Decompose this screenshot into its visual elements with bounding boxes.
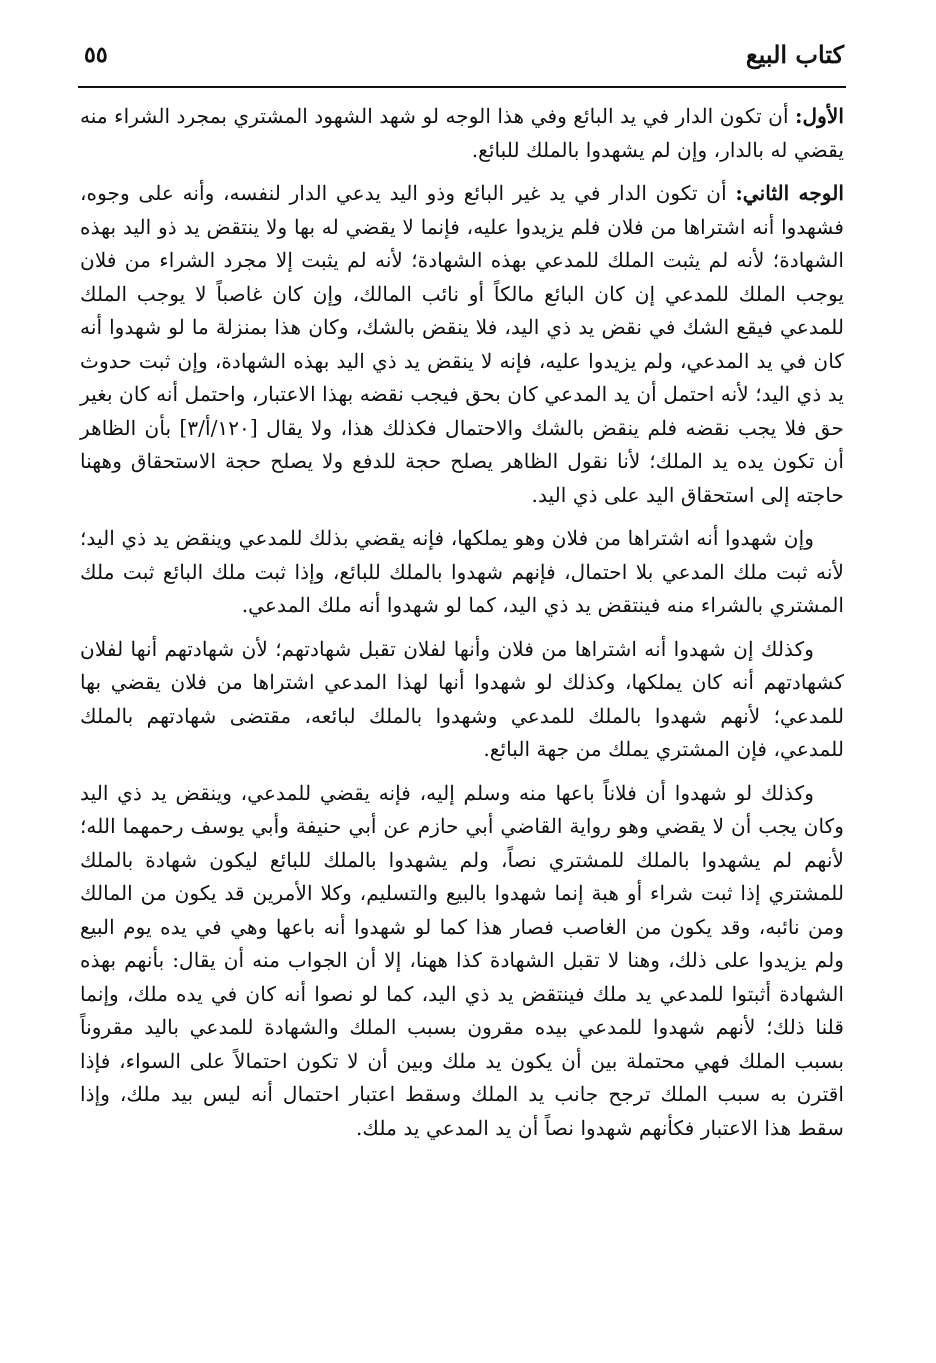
running-title: كتاب البيع — [745, 40, 844, 69]
paragraph-lead: الوجه الثاني: — [735, 181, 844, 205]
page-body — [80, 100, 844, 1155]
paragraph-text: وكذلك لو شهدوا أن فلاناً باعها منه وسلم إليه، فإنه يقضي للمدعي، وينقض يد ذي اليد وكان يجب أن لا يقضي وهو رواية القاضي أبي حازم عن أبي حنيفة وأبي يوسف رحمهما الله؛ لأنهم لم يشهدوا بالملك للمشتري نصاً، ولم يشهدوا بالملك للبائع ليكون شهادة بالملك للمشتري إذا ثبت شراء أو هبة إنما شهدوا بالبيع والتسليم، وكلا الأمرين قد يكون من المالك ومن نائبه، وقد يكون من الغاصب فصار هذا كما لو شهدوا أنه باعها وهي في يده يوم البيع ولم يزيدوا على ذلك، وهنا لا تقبل الشهادة كذا ههنا، إلا أن الجواب منه أن يقال: بأنهم بهذه الشهادة أثبتوا للمدعي يد ملك فينتقض يد ذي اليد، كما لو نصوا أنه كان في يده ملك، وإنما قلنا ذلك؛ لأنهم شهدوا للمدعي بيده مقرون بسبب الملك والشهادة للمدعي باليد مقروناً بسبب الملك فهي محتملة بين أن يكون يد ملك وبين أن لا تكون احتمالاً على السواء، فإذا اقترن به سبب الملك ترجح جانب يد الملك وسقط اعتبار احتمال أنه ليس بيد ملك، وإذا سقط هذا الاعتبار فكأنهم شهدوا نصاً أن يد المدعي يد ملك. — [80, 780, 844, 1140]
page-header — [78, 38, 846, 88]
paragraph-second-case — [80, 177, 844, 512]
paragraph-lead: الأول: — [795, 104, 844, 128]
paragraph-text: أن تكون الدار في يد البائع وفي هذا الوجه لو شهد الشهود المشتري بمجرد الشراء منه يقضي له بالدار، وإن لم يشهدوا بالملك للبائع. — [79, 104, 844, 162]
paragraph-first-case — [80, 100, 844, 167]
paragraph-text: وإن شهدوا أنه اشتراها من فلان وهو يملكها، فإنه يقضي بذلك للمدعي وينقض يد ذي اليد؛ لأنه ثبت ملك المدعي بلا احتمال، فإنهم شهدوا بالملك للبائع، وإذا ثبت ملك البائع ثبت ملك المشتري بالشراء منه فينتقض يد ذي اليد، كما لو شهدوا أنه ملك المدعي. — [80, 526, 844, 617]
paragraph — [80, 777, 844, 1146]
paragraph-text: وكذلك إن شهدوا أنه اشتراها من فلان وأنها لفلان تقبل شهادتهم؛ لأن شهادتهم أنها لفلان كشهادتهم أنه كان يملكها، وكذلك لو شهدوا أنها لهذا المدعي اشتراها من فلان يقضي بها للمدعي؛ لأنهم شهدوا بالملك للمدعي وشهدوا بالملك لبائعه، مقتضى شهادتهم بالملك للمدعي، فإن المشتري يملك من جهة البائع. — [80, 636, 844, 761]
page-number: ٥٥ — [84, 42, 108, 68]
paragraph — [80, 522, 844, 623]
paragraph — [80, 633, 844, 767]
paragraph-text: أن تكون الدار في يد غير البائع وذو اليد يدعي الدار لنفسه، وأنه على وجوه، فشهدوا أنه اشتراها من فلان فلم يزيدوا عليه، فإنما لا يقضي له بها ولا ينتقض يد ذو اليد بهذه الشهادة؛ لأنه لم يثبت الملك للمدعي بهذه الشهادة؛ لأنه لم يثبت إلا مجرد الشراء من فلان يوجب الملك للمدعي إن كان البائع مالكاً أو نائب المالك، وإن كان غاصباً لا يوجب الملك للمدعي فيقع الشك في نقض يد ذي اليد، فلا ينقض بالشك، وكان هذا بمنزلة ما لو شهدوا أنه كان في يد المدعي، ولم يزيدوا عليه، فإنه لا ينقض يد ذي اليد بهذه الشهادة، وإن ثبت حدوث يد ذي اليد؛ لأنه احتمل أن يد المدعي كان بحق فيجب نقضه بهذا الاعتبار، واحتمل أنه كان بغير حق فلا يجب نقضه فلم ينقض بالشك والاحتمال فكذلك هذا، ولا يقال [١٢٠/أ/٣] بأن الظاهر أن تكون يده يد الملك؛ لأنا نقول الظاهر يصلح حجة للدفع ولا يصلح حجة الاستحقاق وههنا حاجته إلى استحقاق اليد على ذي اليد. — [80, 181, 844, 507]
